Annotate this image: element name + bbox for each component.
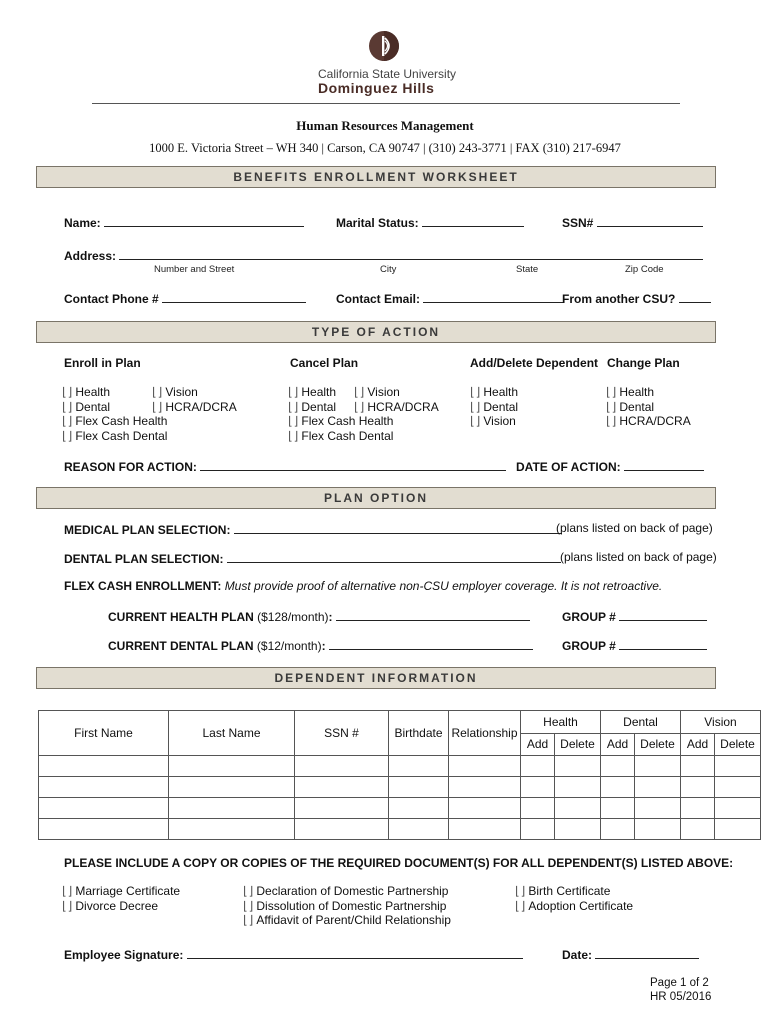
- another-csu-line[interactable]: [679, 290, 711, 303]
- table-cell[interactable]: [389, 798, 449, 819]
- checkbox-affidavit[interactable]: ⌊⌋ Affidavit of Parent/Child Relationship: [243, 913, 451, 927]
- address-sub-city: City: [380, 264, 397, 275]
- table-cell[interactable]: [635, 756, 681, 777]
- checkbox-label: Birth Certificate: [528, 884, 611, 898]
- table-cell[interactable]: [295, 819, 389, 840]
- table-cell[interactable]: [601, 756, 635, 777]
- name-line[interactable]: [104, 214, 304, 227]
- marital-status-label: Marital Status:: [336, 216, 419, 230]
- form-code: HR 05/2016: [650, 991, 712, 1003]
- marital-status-line[interactable]: [422, 214, 524, 227]
- checkbox-label: Vision: [165, 385, 198, 399]
- section-bar-action: TYPE OF ACTION: [36, 321, 716, 343]
- table-cell[interactable]: [295, 756, 389, 777]
- current-health-label: CURRENT HEALTH PLAN: [108, 610, 254, 624]
- checkbox-enroll-dental[interactable]: ⌊⌋ Dental: [62, 399, 111, 414]
- signature-date-field[interactable]: [562, 946, 699, 962]
- table-cell[interactable]: [601, 798, 635, 819]
- checkbox-label: Health: [75, 385, 111, 399]
- contact-phone-line[interactable]: [162, 290, 306, 303]
- address-sub-zip: Zip Code: [625, 264, 664, 275]
- table-cell[interactable]: [449, 756, 521, 777]
- section-bar-plan: PLAN OPTION: [36, 487, 716, 509]
- ssn-line[interactable]: [597, 214, 703, 227]
- reason-line[interactable]: [200, 458, 506, 471]
- checkbox-change-dental[interactable]: ⌊⌋ Dental: [606, 399, 655, 414]
- health-group-label: GROUP #: [562, 610, 616, 624]
- table-cell[interactable]: [601, 777, 635, 798]
- current-dental-line[interactable]: [329, 637, 533, 650]
- checkbox-divorce-decree[interactable]: ⌊⌋ Divorce Decree: [62, 898, 159, 913]
- flex-cash-row: [64, 579, 662, 593]
- another-csu-field[interactable]: [562, 290, 711, 306]
- action-date-field[interactable]: [516, 458, 704, 474]
- add-delete-title: Add/Delete Dependent: [470, 356, 599, 370]
- current-health-colon: :: [328, 610, 333, 624]
- checkbox-adddel-vision[interactable]: ⌊⌋ Vision: [470, 414, 516, 428]
- checkbox-declaration-partnership[interactable]: ⌊⌋ Declaration of Domestic Partnership: [243, 884, 449, 898]
- address-sub-street: Number and Street: [154, 264, 235, 275]
- checkbox-label: Dental: [75, 399, 111, 414]
- change-title: Change Plan: [607, 356, 680, 370]
- signature-date-line[interactable]: [595, 946, 699, 959]
- contact-email-line[interactable]: [423, 290, 563, 303]
- table-cell[interactable]: [521, 777, 555, 798]
- checkbox-label: Health: [619, 385, 655, 399]
- table-cell[interactable]: [449, 777, 521, 798]
- dental-group-line[interactable]: [619, 637, 707, 650]
- checkbox-enroll-hcra[interactable]: ⌊⌋ HCRA/DCRA: [152, 399, 237, 414]
- col-header-first-name: First Name: [39, 711, 169, 756]
- col-header-last-name: Last Name: [169, 711, 295, 756]
- table-cell[interactable]: [169, 819, 295, 840]
- checkbox-enroll-flex-dental[interactable]: ⌊⌋ Flex Cash Dental: [62, 428, 168, 443]
- table-cell[interactable]: [449, 798, 521, 819]
- table-cell[interactable]: [521, 756, 555, 777]
- dependent-table: [38, 710, 761, 840]
- documents-col2: [243, 884, 451, 928]
- address-sub-state: State: [516, 264, 539, 275]
- checkbox-label: HCRA/DCRA: [619, 414, 691, 428]
- current-dental-field[interactable]: [108, 637, 533, 653]
- contact-phone-label: Contact Phone #: [64, 292, 159, 306]
- current-health-line[interactable]: [336, 608, 530, 621]
- current-health-amount: ($128/month): [257, 610, 329, 624]
- medical-plan-label: MEDICAL PLAN SELECTION:: [64, 523, 231, 537]
- table-cell[interactable]: [389, 819, 449, 840]
- current-health-field[interactable]: [108, 608, 530, 624]
- checkbox-label: Marriage Certificate: [75, 884, 181, 898]
- col-vision-add: Add: [681, 733, 715, 756]
- checkbox-change-health[interactable]: ⌊⌋ Health: [606, 385, 655, 399]
- checkbox-label: Dental: [301, 399, 337, 414]
- checkbox-enroll-vision[interactable]: ⌊⌋ Vision: [152, 385, 198, 399]
- change-options: [606, 385, 691, 429]
- dental-plan-label: DENTAL PLAN SELECTION:: [64, 552, 224, 566]
- table-cell[interactable]: [521, 819, 555, 840]
- checkbox-label: Flex Cash Dental: [75, 428, 168, 443]
- table-cell[interactable]: [681, 777, 715, 798]
- table-cell[interactable]: [389, 777, 449, 798]
- col-header-ssn: SSN #: [295, 711, 389, 756]
- table-cell[interactable]: [295, 798, 389, 819]
- employee-signature-field[interactable]: [64, 946, 523, 962]
- address-line[interactable]: [119, 247, 703, 260]
- address-field[interactable]: [64, 247, 703, 263]
- checkbox-cancel-hcra[interactable]: ⌊⌋ HCRA/DCRA: [354, 399, 439, 414]
- contact-email-label: Contact Email:: [336, 292, 421, 306]
- documents-col1: [62, 884, 180, 913]
- checkbox-birth-certificate[interactable]: ⌊⌋ Birth Certificate: [515, 884, 611, 898]
- medical-plan-line[interactable]: [234, 521, 562, 534]
- table-row: [39, 777, 761, 798]
- col-group-dental: Dental: [601, 711, 681, 734]
- checkbox-label: Dental: [483, 399, 519, 414]
- checkbox-label: Health: [301, 385, 337, 399]
- current-dental-colon: :: [321, 639, 326, 653]
- cancel-options-col2: [354, 385, 439, 414]
- another-csu-label: From another CSU?: [562, 292, 676, 306]
- action-date-label: DATE OF ACTION:: [516, 460, 621, 474]
- table-cell[interactable]: [681, 819, 715, 840]
- contact-phone-field[interactable]: [64, 290, 306, 306]
- table-cell[interactable]: [169, 756, 295, 777]
- signature-date-label: Date:: [562, 948, 593, 962]
- section-bar-benefits: BENEFITS ENROLLMENT WORKSHEET: [36, 166, 716, 188]
- checkbox-cancel-vision[interactable]: ⌊⌋ Vision: [354, 385, 400, 399]
- address-label: Address:: [64, 249, 117, 263]
- col-group-health: Health: [521, 711, 601, 734]
- documents-col3: [515, 884, 633, 913]
- col-group-vision: Vision: [681, 711, 761, 734]
- checkbox-label: Dental: [619, 399, 655, 414]
- checkbox-label: Vision: [483, 414, 516, 428]
- checkbox-adddel-health[interactable]: ⌊⌋ Health: [470, 385, 519, 399]
- col-dental-delete: Delete: [635, 733, 681, 756]
- dental-group-field[interactable]: [562, 637, 707, 653]
- table-cell[interactable]: [169, 798, 295, 819]
- dental-plan-note: (plans listed on back of page): [560, 550, 717, 564]
- table-cell[interactable]: [39, 756, 169, 777]
- table-cell[interactable]: [601, 819, 635, 840]
- medical-plan-note: (plans listed on back of page): [556, 521, 713, 535]
- department-title: Human Resources Management: [296, 118, 474, 133]
- col-health-add: Add: [521, 733, 555, 756]
- table-cell[interactable]: [635, 819, 681, 840]
- checkbox-label: Divorce Decree: [75, 898, 159, 913]
- col-health-delete: Delete: [555, 733, 601, 756]
- health-group-field[interactable]: [562, 608, 707, 624]
- checkbox-label: Dissolution of Domestic Partnership: [256, 898, 447, 913]
- table-cell[interactable]: [39, 819, 169, 840]
- add-delete-options: [470, 385, 518, 429]
- current-dental-amount: ($12/month): [256, 639, 322, 653]
- csudh-emblem-icon: [368, 30, 400, 62]
- documents-note: PLEASE INCLUDE A COPY OR COPIES OF THE REQUIRED DOCUMENT(S) FOR ALL DEPENDENT(S) LISTED ABOVE:: [64, 856, 734, 870]
- current-dental-label: CURRENT DENTAL PLAN: [108, 639, 254, 653]
- checkbox-marriage-certificate[interactable]: ⌊⌋ Marriage Certificate: [62, 884, 181, 898]
- action-date-line[interactable]: [624, 458, 704, 471]
- checkbox-label: Declaration of Domestic Partnership: [256, 884, 449, 898]
- table-row: [39, 819, 761, 840]
- department-address: 1000 E. Victoria Street – WH 340 | Carson, CA 90747 | (310) 243-3771 | FAX (310) 217-6947: [149, 141, 621, 155]
- page-number: Page 1 of 2: [650, 977, 709, 989]
- table-cell[interactable]: [715, 819, 761, 840]
- employee-signature-line[interactable]: [187, 946, 523, 959]
- table-row: [39, 798, 761, 819]
- logo-line-1: California State University: [318, 67, 457, 81]
- table-cell[interactable]: [295, 777, 389, 798]
- table-cell[interactable]: [715, 777, 761, 798]
- medical-plan-field[interactable]: [64, 521, 562, 537]
- table-cell[interactable]: [555, 798, 601, 819]
- checkbox-cancel-health[interactable]: ⌊⌋ Health: [288, 385, 337, 399]
- marital-status-field[interactable]: [336, 214, 524, 230]
- table-cell[interactable]: [39, 798, 169, 819]
- section-bar-dependent: DEPENDENT INFORMATION: [36, 667, 716, 689]
- dental-plan-field[interactable]: [64, 550, 561, 566]
- col-vision-delete: Delete: [715, 733, 761, 756]
- checkbox-adddel-dental[interactable]: ⌊⌋ Dental: [470, 399, 519, 414]
- col-header-birthdate: Birthdate: [389, 711, 449, 756]
- table-row: [39, 756, 761, 777]
- cancel-title: Cancel Plan: [290, 356, 359, 370]
- logo-line-2: Dominguez Hills: [318, 80, 435, 96]
- table-cell[interactable]: [681, 756, 715, 777]
- name-field[interactable]: [64, 214, 304, 230]
- table-cell[interactable]: [555, 756, 601, 777]
- ssn-field[interactable]: [562, 214, 703, 230]
- checkbox-label: Adoption Certificate: [528, 898, 634, 913]
- checkbox-cancel-dental[interactable]: ⌊⌋ Dental: [288, 399, 337, 414]
- table-cell[interactable]: [715, 798, 761, 819]
- checkbox-label: Affidavit of Parent/Child Relationship: [256, 913, 451, 927]
- checkbox-label: Flex Cash Health: [75, 414, 168, 428]
- employee-signature-label: Employee Signature:: [64, 948, 184, 962]
- col-dental-add: Add: [601, 733, 635, 756]
- dental-group-label: GROUP #: [562, 639, 616, 653]
- checkbox-label: Flex Cash Health: [301, 414, 394, 428]
- table-cell[interactable]: [555, 819, 601, 840]
- header-rule: [92, 103, 680, 104]
- table-cell[interactable]: [635, 777, 681, 798]
- checkbox-adoption-certificate[interactable]: ⌊⌋ Adoption Certificate: [515, 898, 634, 913]
- name-label: Name:: [64, 216, 101, 230]
- reason-field[interactable]: [64, 458, 506, 474]
- checkbox-change-hcra[interactable]: ⌊⌋ HCRA/DCRA: [606, 414, 691, 428]
- checkbox-dissolution-partnership[interactable]: ⌊⌋ Dissolution of Domestic Partnership: [243, 898, 447, 913]
- enroll-options-col2: [152, 385, 237, 414]
- flex-cash-note: Must provide proof of alternative non-CSU employer coverage. It is not retroactive.: [224, 579, 663, 593]
- checkbox-cancel-flex-health[interactable]: ⌊⌋ Flex Cash Health: [288, 414, 394, 428]
- flex-cash-label: FLEX CASH ENROLLMENT:: [64, 579, 222, 593]
- ssn-label: SSN#: [562, 216, 594, 230]
- checkbox-label: Flex Cash Dental: [301, 428, 394, 443]
- enroll-title: Enroll in Plan: [64, 356, 141, 370]
- table-cell[interactable]: [681, 798, 715, 819]
- col-header-relationship: Relationship: [449, 711, 521, 756]
- contact-email-field[interactable]: [336, 290, 563, 306]
- table-cell[interactable]: [169, 777, 295, 798]
- checkbox-label: HCRA/DCRA: [367, 399, 439, 414]
- checkbox-label: Health: [483, 385, 519, 399]
- table-cell[interactable]: [39, 777, 169, 798]
- reason-label: REASON FOR ACTION:: [64, 460, 197, 474]
- health-group-line[interactable]: [619, 608, 707, 621]
- checkbox-label: Vision: [367, 385, 400, 399]
- table-cell[interactable]: [635, 798, 681, 819]
- checkbox-enroll-health[interactable]: ⌊⌋ Health: [62, 385, 111, 399]
- dental-plan-line[interactable]: [227, 550, 561, 563]
- table-cell[interactable]: [555, 777, 601, 798]
- checkbox-cancel-flex-dental[interactable]: ⌊⌋ Flex Cash Dental: [288, 428, 394, 443]
- table-cell[interactable]: [449, 819, 521, 840]
- checkbox-label: HCRA/DCRA: [165, 399, 237, 414]
- checkbox-enroll-flex-health[interactable]: ⌊⌋ Flex Cash Health: [62, 414, 168, 428]
- table-cell[interactable]: [389, 756, 449, 777]
- table-cell[interactable]: [521, 798, 555, 819]
- table-cell[interactable]: [715, 756, 761, 777]
